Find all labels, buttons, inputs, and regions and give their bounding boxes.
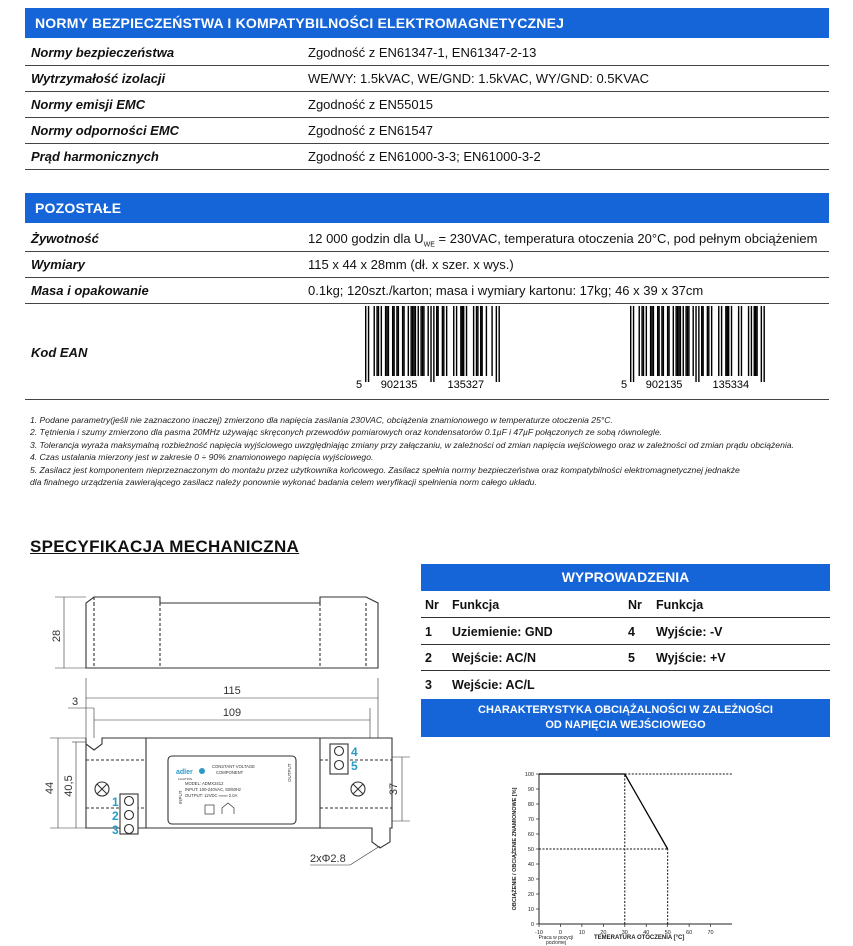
spec-value: Zgodność z EN61347-1, EN61347-2-13 <box>308 45 537 60</box>
spec-row-life <box>25 226 829 252</box>
safety-section-header: NORMY BEZPIECZEŃSTWA I KOMPATYBILNOŚCI ELEKTROMAGNETYCZNEJ <box>25 8 829 38</box>
barcode-bar <box>436 306 437 376</box>
barcode-digits: 5 <box>621 379 628 391</box>
chart-x-tick-label: 70 <box>707 930 714 936</box>
barcode-bar <box>651 306 652 376</box>
barcode-bar <box>398 306 399 376</box>
barcode-bar <box>763 306 764 382</box>
barcode-bar <box>639 306 640 376</box>
spec-key: Wymiary <box>31 257 85 272</box>
barcode-bar <box>708 306 709 376</box>
footnote: 5. Zasilacz jest komponentem nieprzeznaczonym do montażu przez użytkownika końcowego. Zasilacz spełnia normy bezpieczeństwa oraz kompatybilności elektromagnetycznej jednakże <box>30 464 740 475</box>
chart-y-tick-label: 60 <box>527 832 534 838</box>
barcode-bar <box>423 306 424 376</box>
barcode-bar <box>473 306 474 376</box>
barcode-bar <box>402 306 403 376</box>
chart-x-tick-label: 50 <box>664 930 671 936</box>
barcode-bar <box>443 306 444 376</box>
pinout-col-function: Funkcja <box>656 598 704 612</box>
barcode-bar <box>685 306 686 376</box>
barcode-bar <box>725 306 726 376</box>
barcode-bar <box>707 306 708 376</box>
barcode-bar <box>408 306 409 376</box>
derating-chart <box>510 758 750 946</box>
label-side-output: OUTPUT <box>287 763 292 782</box>
pin-nr: 1 <box>425 625 432 639</box>
barcode-bar <box>386 306 387 376</box>
barcode-bar <box>677 306 678 376</box>
spec-key: Masa i opakowanie <box>31 283 149 298</box>
barcode-bar <box>433 306 434 382</box>
spec-value: Zgodność z EN61000-3-3; EN61000-3-2 <box>308 149 541 164</box>
barcode-bar <box>460 306 461 376</box>
barcode-bar <box>675 306 676 376</box>
pin-function: Uziemienie: GND <box>452 625 553 639</box>
chart-y-tick-label: 90 <box>527 787 534 793</box>
barcode-bar <box>687 306 688 376</box>
barcode-bar <box>427 306 428 376</box>
side-view-outline <box>86 597 378 668</box>
barcode-bar <box>641 306 642 376</box>
barcode-digits: 902135 <box>645 379 683 391</box>
barcode-bar <box>678 306 679 376</box>
ean-barcode-2 <box>620 306 786 392</box>
barcode-bar <box>462 306 463 376</box>
chart-x-tick-label: 30 <box>621 930 628 936</box>
barcode-digits: 135334 <box>712 379 750 391</box>
dim-width-44: 44 <box>44 781 56 795</box>
spec-value: 115 x 44 x 28mm (dł. x szer. x wys.) <box>308 257 514 272</box>
chart-ylabel: OBCIĄŻENIE / OBCIĄŻENIE ZNAMIONOWE [%] <box>512 787 518 911</box>
footnote: dla finalnego urządzenia zawierającego zasilacz należy ponownie wykonać badania celem weryfikacji spełnienia norm całego układu. <box>30 477 537 488</box>
barcode-bar <box>418 306 419 376</box>
label-brand-sub: LIGHTING <box>178 777 193 781</box>
spec-value: 0.1kg; 120szt./karton; masa i wymiary kartonu: 17kg; 46 x 39 x 37cm <box>308 283 704 298</box>
barcode-bar <box>374 306 375 376</box>
chart-y-tick-label: 10 <box>527 907 534 913</box>
barcode-bar <box>646 306 647 376</box>
barcode-bar <box>368 306 369 382</box>
chart-x-tick-label: 20 <box>600 930 607 936</box>
barcode-bar <box>721 306 722 376</box>
barcode-bar <box>698 306 699 382</box>
barcode-bar <box>403 306 404 376</box>
pin-function: Wyjście: +V <box>656 651 726 665</box>
barcode-bar <box>731 306 732 376</box>
barcode-digits: 5 <box>356 379 363 391</box>
barcode-bar <box>477 306 478 376</box>
mechanical-section-title: SPECYFIKACJA MECHANICZNA <box>30 537 300 556</box>
barcode-bar <box>643 306 644 376</box>
barcode-bar <box>754 306 755 376</box>
spec-value: WE/WY: 1.5kVAC, WE/GND: 1.5kVAC, WY/GND: 0.5KVAC <box>308 71 649 86</box>
barcode-bar <box>420 306 421 376</box>
barcode-digits: 135327 <box>447 379 485 391</box>
barcode-bar <box>667 306 668 376</box>
label-input: INPUT: 100-240VAC, 50/60Hz <box>185 787 242 792</box>
barcode-bar <box>456 306 457 376</box>
chart-x-tick-label: -10 <box>535 930 543 936</box>
mechanical-drawing <box>0 560 415 880</box>
spec-key: Normy emisji EMC <box>31 97 146 112</box>
chart-y-tick-label: 30 <box>527 877 534 883</box>
pinout-header: WYPROWADZENIA <box>421 564 830 591</box>
chart-y-tick-label: 100 <box>524 772 534 778</box>
pin-label-4: 4 <box>351 745 358 759</box>
barcode-bar <box>422 306 423 376</box>
barcode-bar <box>658 306 659 376</box>
barcode-bar <box>442 306 443 376</box>
barcode-bar <box>365 306 366 382</box>
pin-nr: 4 <box>628 625 635 639</box>
pin-function: Wejście: AC/N <box>452 651 537 665</box>
barcode-bar <box>688 306 689 376</box>
barcode-bar <box>437 306 438 376</box>
chart-x-tick-label: 0 <box>558 930 562 936</box>
spec-value: Zgodność z EN61547 <box>308 123 434 138</box>
barcode-bar <box>463 306 464 376</box>
barcode-bar <box>378 306 379 376</box>
barcode-bar <box>695 306 696 382</box>
spec-row <box>25 118 829 144</box>
label-side-input: INPUT <box>178 790 183 804</box>
barcode-bar <box>668 306 669 376</box>
barcode-bar <box>718 306 719 376</box>
barcode-bar <box>650 306 651 376</box>
barcode-bar <box>480 306 481 376</box>
barcode-bar <box>393 306 394 376</box>
barcode-bar <box>498 306 499 382</box>
barcode-bar <box>413 306 414 376</box>
spec-row <box>25 66 829 92</box>
spec-value: 12 000 godzin dla $U_{WE} = 230VAC$, temperatura otoczenia 20°C, pod pełnym obciążeniem <box>308 231 818 249</box>
barcode-bar <box>661 306 662 376</box>
ean-barcode-1 <box>355 306 521 392</box>
chart-y-tick-label: 40 <box>527 862 534 868</box>
label-brand: adler <box>176 769 193 776</box>
spec-row-mass <box>25 278 829 304</box>
footnote: 3. Tolerancja wyraża maksymalną rozbieżność napięcia wyjściowego uwzględniając zmiany przy załączaniu, w zależności od zmian napięcia wejściowego oraz w zależności od zmian prądu obciążenia. <box>30 439 794 450</box>
pinout-col-nr: Nr <box>425 598 439 612</box>
barcode-bar <box>491 306 492 376</box>
label-line2: COMPONENT <box>216 770 244 775</box>
barcode-bar <box>657 306 658 376</box>
barcode-bar <box>633 306 634 382</box>
barcode-bar <box>751 306 752 376</box>
chart-xlabel-note: Praca w pozycji <box>538 935 574 941</box>
pin-function: Wyjście: -V <box>656 625 723 639</box>
chart-x-tick-label: 10 <box>578 930 585 936</box>
barcode-bar <box>385 306 386 376</box>
dim-length-115: 115 <box>223 685 241 697</box>
pinout-col-function: Funkcja <box>452 598 500 612</box>
barcode-bar <box>466 306 467 376</box>
barcode-bar <box>702 306 703 376</box>
spec-key: Kod EAN <box>31 345 88 360</box>
pinout-col-nr: Nr <box>628 598 642 612</box>
chart-y-tick-label: 50 <box>527 847 534 853</box>
spec-key: Prąd harmonicznych <box>31 149 159 164</box>
barcode-bar <box>711 306 712 376</box>
spec-row <box>25 144 829 170</box>
label-line1: CONSTANT VOLTAGE <box>212 764 255 769</box>
dim-width-37: 37 <box>388 782 400 796</box>
brand-logo-icon <box>199 768 205 774</box>
barcode-bar <box>701 306 702 376</box>
pin-nr: 3 <box>425 678 432 692</box>
pin-label-2: 2 <box>112 809 119 823</box>
barcode-bar <box>496 306 497 382</box>
derating-header: CHARAKTERYSTYKA OBCIĄŻALNOŚCI W ZALEŻNOŚCI OD NAPIĘCIA WEJŚCIOWEGO <box>421 699 830 737</box>
chart-y-tick-label: 70 <box>527 817 534 823</box>
input-terminal-block <box>120 794 138 834</box>
barcode-bar <box>381 306 382 376</box>
pinout-divider <box>421 644 830 645</box>
spec-key: Wytrzymałość izolacji <box>31 71 166 86</box>
barcode-bar <box>392 306 393 376</box>
chart-y-tick-label: 80 <box>527 802 534 808</box>
barcode-bar <box>481 306 482 376</box>
barcode-bar <box>748 306 749 376</box>
pin-label-3: 3 <box>112 823 119 837</box>
footnote: 1. Podane parametry(jeśli nie zaznaczono inaczej) zmierzono dla napięcia zasilania 230VAC, obciążenia znamionowego w temperaturze otoczenia 25°C. <box>30 415 613 425</box>
pinout-divider <box>421 617 830 618</box>
chart-y-tick-label: 20 <box>527 892 534 898</box>
pin-label-5: 5 <box>351 759 358 773</box>
footnotes <box>30 414 820 488</box>
barcode-bar <box>410 306 411 376</box>
chart-series-line <box>539 774 668 849</box>
barcode-bar <box>412 306 413 376</box>
barcode-bar <box>396 306 397 376</box>
spec-key: Normy odporności EMC <box>31 123 180 138</box>
barcode-bar <box>727 306 728 376</box>
barcode-bar <box>663 306 664 376</box>
chart-x-tick-label: 40 <box>643 930 650 936</box>
barcode-bar <box>761 306 762 382</box>
chart-x-tick-label: 60 <box>686 930 693 936</box>
footnote: 2. Tętnienia i szumy zmierzono dla pasma 20MHz używając skręconych przewodów pomiarowych oraz kondensatorów 0.1µF i 47µF połączonych ze sobą równolegle. <box>30 427 662 438</box>
barcode-bar <box>680 306 681 376</box>
barcode-bar <box>653 306 654 376</box>
chart-xlabel: TEMERATURA OTOCZENIA [°C] <box>594 935 685 941</box>
pinout-divider <box>421 670 830 671</box>
barcode-bar <box>756 306 757 376</box>
label-output: OUTPUT: 12VDC ═══ 2.0A <box>185 793 238 798</box>
chart-xlabel-note: poziomej <box>545 940 567 946</box>
barcode-bar <box>738 306 739 376</box>
barcode-bar <box>388 306 389 376</box>
pin-function: Wejście: AC/L <box>452 678 535 692</box>
barcode-bar <box>415 306 416 376</box>
dim-length-109: 109 <box>222 707 242 719</box>
pin-label-1: 1 <box>112 795 119 809</box>
chart-y-tick-label: 0 <box>530 922 534 928</box>
barcode-bar <box>446 306 447 376</box>
barcode-digits: 902135 <box>380 379 418 391</box>
barcode-bar <box>692 306 693 376</box>
barcode-bar <box>741 306 742 376</box>
barcode-bar <box>755 306 756 376</box>
barcode-bar <box>630 306 631 382</box>
dim-width-40-5: 40,5 <box>63 775 75 797</box>
barcode-bar <box>728 306 729 376</box>
spec-key: Normy bezpieczeństwa <box>31 45 175 60</box>
spec-row <box>25 92 829 118</box>
barcode-bar <box>476 306 477 376</box>
barcode-bar <box>486 306 487 376</box>
barcode-bar <box>430 306 431 382</box>
barcode-bar <box>673 306 674 376</box>
dim-height-28: 28 <box>51 629 63 643</box>
barcode-bar <box>376 306 377 376</box>
pin-nr: 2 <box>425 651 432 665</box>
pin-nr: 5 <box>628 651 635 665</box>
dim-hole-diameter: 2xΦ2.8 <box>310 853 346 865</box>
spec-value: Zgodność z EN55015 <box>308 97 434 112</box>
other-section-header: POZOSTAŁE <box>25 193 829 223</box>
label-model: MODEL: ADMX2412 <box>185 781 224 786</box>
spec-row <box>25 40 829 66</box>
dim-offset-3: 3 <box>72 696 79 708</box>
barcode-bar <box>683 306 684 376</box>
spec-row-dimensions <box>25 252 829 278</box>
spec-key: Żywotność <box>31 231 99 246</box>
barcode-bar <box>453 306 454 376</box>
footnote: 4. Czas ustalania mierzony jest w zakresie 0 ÷ 90% znamionowego napięcia wyjściowego. <box>30 452 374 463</box>
